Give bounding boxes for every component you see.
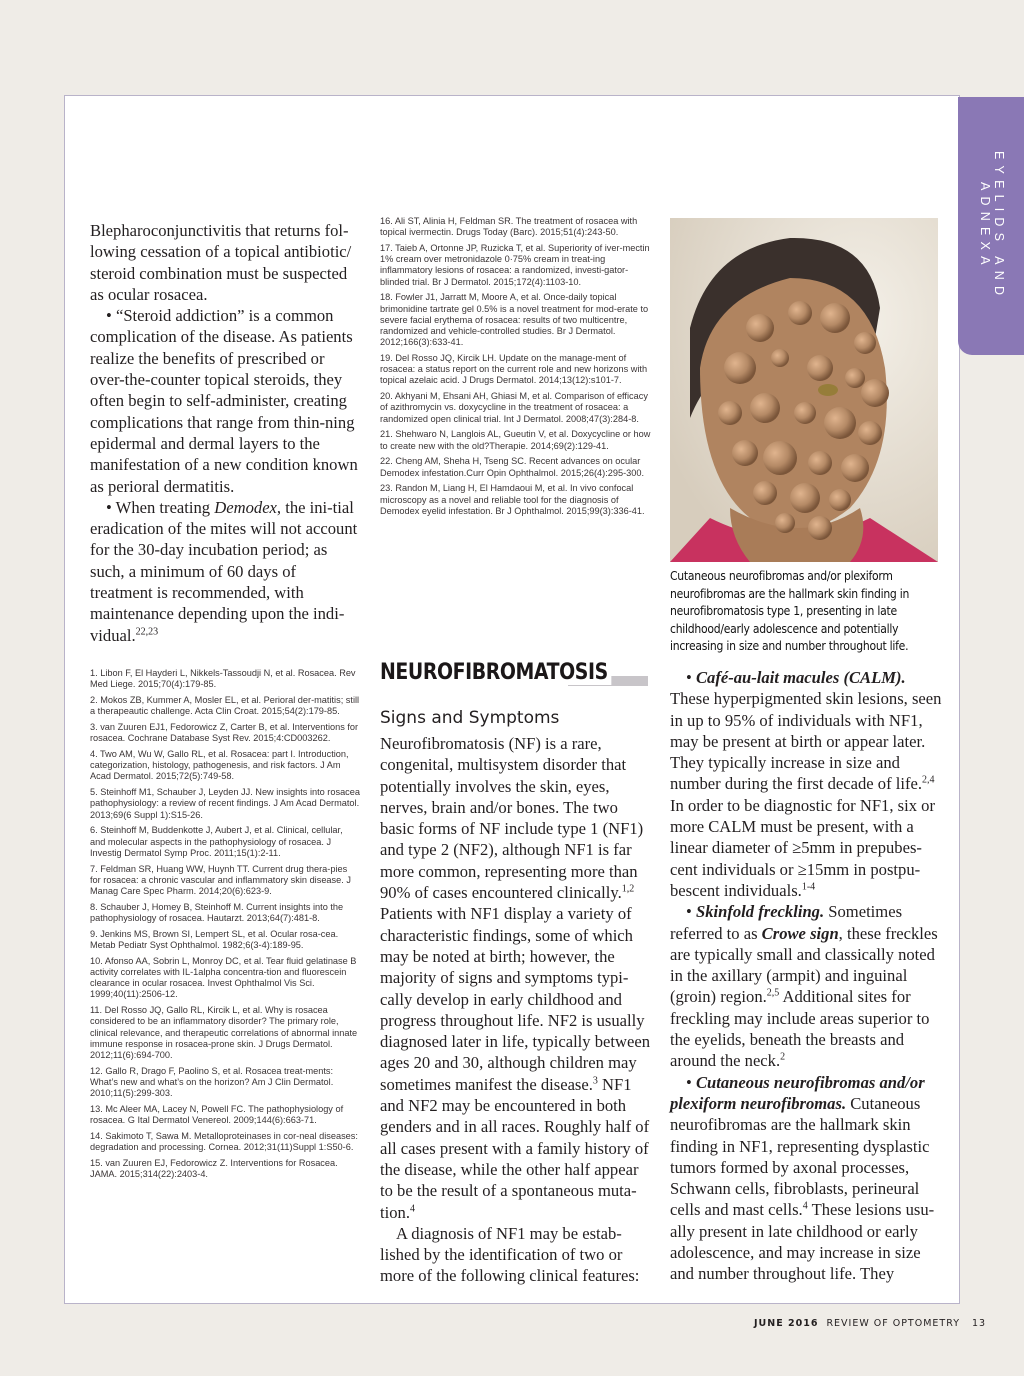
column-c-text [670,667,942,1285]
reference-item: 10. Afonso AA, Sobrin L, Monroy DC, et al. Tear fluid gelatinase B activity correlates with IL-1alpha concentra-tion and fluorescein clearance in ocular rosacea. Invest Ophthalmol Vis Sci. 1999;40(11):2506-12. [90,955,357,1000]
reference-item: 3. van Zuuren EJ1, Fedorowicz Z, Carter B, et al. Interventions for rosacea. Cochrane Database Syst Rev. 2015;4:CD003262. [90,722,359,744]
reference-item: 9. Jenkins MS, Brown SI, Lempert SL, et al. Ocular rosa-cea. Metab Pediatr Syst Ophthalmol. 1982;6(3-4):189-95. [90,928,339,951]
column-b-text [380,733,652,1287]
column-a-text [90,220,362,646]
reference-item: 17. Taieb A, Ortonne JP, Ruzicka T, et al. Superiority of iver-mectin 1% cream over metronidazole 0·75% cream in treat-ing inflammatory lesions of rosacea: a randomized, investi-gator-blinded trial. Br J Dermatol. 2015;172(4):1103-10. [380,243,650,287]
reference-item: 21. Shehwaro N, Langlois AL, Gueutin V, et al. Doxycycline or how to create new with the old?Therapie. 2014;69(2):129-41. [380,429,651,451]
bullet-freckling: • Skinfold freckling. Sometimes referred to as Crowe sign, these freckles are typically small and classically noted in the axillary (armpit) and inguinal (groin) region.$^{2,5}$ Additional sites for freckling may include areas superior to the eyelids, beneath the breasts and around the neck.$^2$ [670,902,938,1071]
reference-item: 2. Mokos ZB, Kummer A, Mosler EL, et al. Perioral der-matitis; still a therapeautic challenge. Acta Clin Croat. 2015;54(2):179-85. [90,695,360,717]
page-number: 13 [972,1318,987,1329]
paragraph: Neurofibromatosis (NF) is a rare, congenital, multisystem disorder that potentially involves the skin, eyes, nerves, brain and/or bones. The two basic forms of NF include type 1 (NF1) and type 2 (NF2), although NF1 is far more common, representing more than 90% of cases encountered clinically.$^{1,2}$ Patients with NF1 display a variety of characteristic findings, some of which may be noted at birth; however, the majority of signs and symptoms typi-cally develop in early childhood and progress throughout life. NF2 is usually diagnosed later in life, typically between ages 20 and 30, although children may sometimes manifest the disease.$^3$ NF1 and NF2 may be encountered in both genders and in all races. Roughly half of all cases present with a family history of the disease, while the other half appear to be the result of a spontaneous muta-tion.$^4$ [380,734,651,1222]
reference-item: 1. Libon F, El Hayderi L, Nikkels-Tassoudji N, et al. Rosacea. Rev Med Liege. 2015;70(4):179-85. [90,668,356,690]
clinical-photo-illustration [670,218,938,562]
issue-date: JUNE 2016 [754,1318,819,1329]
page-footer [754,1318,987,1334]
figure-caption: Cutaneous neurofibromas and/or plexiform neurofibromas are the hallmark skin finding in neurofibromatosis type 1, presenting in late childhood/early adolescence and potentially increasing in size and number throughout life. [670,568,910,654]
reference-item: 13. Mc Aleer MA, Lacey N, Powell FC. The pathophysiology of rosacea. G Ital Dermatol Venereol. 2009;144(6):663-71. [90,1104,344,1126]
section-title: NEUROFIBROMATOSIS [380,660,611,685]
journal-name: REVIEW OF OPTOMETRY [826,1318,961,1329]
reference-item: 15. van Zuuren EJ, Fedorowicz Z. Interventions for Rosacea. JAMA. 2015;314(22):2403-4. [90,1158,338,1180]
bullet-calm: • Café-au-lait macules (CALM). These hyperpigmented skin lesions, seen in up to 95% of individuals with NF1, may be present at birth or appear later. They typically increase in size and number during the first decade of life.$^{2,4}$ In order to be diagnostic for NF1, six or more CALM must be present, with a linear diameter of ≥5mm in prepubes-cent individuals or ≥15mm in postpu-bescent individuals.$^{1-4}$ [670,668,942,900]
reference-item: 7. Feldman SR, Huang WW, Huynh TT. Current drug thera-pies for rosacea: a chronic vascular and inflammatory skin disease. J Manag Care Spec Pharm. 2014;20(6):623-9. [90,863,351,897]
subheading: Signs and Symptoms [380,708,560,728]
reference-list-b [380,216,652,522]
section-tab-label: EYELIDS AND ADNEXA [978,150,1006,302]
bullet-neurofibromas: • Cutaneous neurofibromas and/or plexiform neurofibromas. Cutaneous neurofibromas are the hallmark skin finding in NF1, representing dysplastic tumors formed by axonal processes, Schwann cells, fibroblasts, perineural cells and mast cells.$^4$ These lesions usu-ally present in late childhood or early adolescence, and may increase in size and number throughout life. They [670,1072,935,1284]
reference-item: 14. Sakimoto T, Sawa M. Metalloproteinases in cor-neal diseases: degradation and processing. Cornea. 2012;31(11)Suppl 1:S50-6. [90,1131,358,1153]
paragraph: A diagnosis of NF1 may be estab-lished by the identification of two or more of the following clinical features: [380,1223,640,1286]
reference-item: 18. Fowler J1, Jarratt M, Moore A, et al. Once-daily topical brimonidine tartrate gel 0.5% is a novel treatment for mod-erate to severe facial erythema of rosacea: results of two multicentre, randomized and vehicle-controlled studies. Br J Dermatol. 2012;166(3):633-41. [380,292,649,348]
reference-item: 22. Cheng AM, Sheha H, Tseng SC. Recent advances on ocular Demodex infestation.Curr Opin Ophthalmol. 2015;26(4):295-300. [380,456,645,478]
paragraph: Blepharoconjunctivitis that returns fol-lowing cessation of a topical antibiotic/ steroid combination must be suspected as ocular rosacea. [90,221,352,304]
reference-list-a [90,668,360,1185]
clinical-photo [670,218,938,562]
reference-item: 20. Akhyani M, Ehsani AH, Ghiasi M, et al. Comparison of efficacy of azithromycin vs. doxycycline in the treatment of rosacea: a randomized open clinical trial. Int J Dermatol. 2008;47(3):284-8. [380,391,648,424]
reference-item: 11. Del Rosso JQ, Gallo RL, Kircik L, et al. Why is rosacea considered to be an inflammatory disorder? The primary role, clinical relevance, and therapeutic correlations of abnormal innate immune response in rosacea-prone skin. J Drugs Dermatol. 2012;11(6):694-700. [90,1005,358,1061]
reference-item: 12. Gallo R, Drago F, Paolino S, et al. Rosacea treat-ments: What’s new and what’s on the horizon? Am J Clin Dermatol. 2010;11(5):299-303. [90,1065,334,1099]
reference-item: 4. Two AM, Wu W, Gallo RL, et al. Rosacea: part I. Introduction, categorization, histology, pathogenesis, and risk factors. J Am Acad Dermatol. 2015;72(5):749-58. [90,749,349,782]
reference-item: 19. Del Rosso JQ, Kircik LH. Update on the manage-ment of rosacea: a status report on the current role and new horizons with topical azelaic acid. J Drugs Dermatol. 2014;13(12):s101-7. [380,353,648,386]
section-heading [380,660,648,688]
reference-item: 5. Steinhoff M1, Schauber J, Leyden JJ. New insights into rosacea pathophysiology: a review of recent findings. J Am Acad Dermatol. 2013;69(6 Suppl 1):S15-26. [90,787,360,820]
reference-item: 6. Steinhoff M, Buddenkotte J, Aubert J, et al. Clinical, cellular, and molecular aspects in the pathophysiology of rosacea. J Investig Dermatol Symp Proc. 2011;15(1):2-11. [90,825,343,858]
reference-item: 23. Randon M, Liang H, El Hamdaoui M, et al. In vivo confocal microscopy as a novel and reliable tool for the diagnosis of Demodex eyelid infestation. Br J Ophthalmol. 2015;99(3):336-41. [380,483,645,516]
paragraph: • “Steroid addiction” is a common complication of the disease. As patients realize the benefits of prescribed or over-the-counter topical steroids, they often begin to self-administer, creating complications that range from thin-ning epidermal and dermal layers to the manifestation of a new condition known as perioral dermatitis. [90,306,358,496]
reference-item: 16. Ali ST, Alinia H, Feldman SR. The treatment of rosacea with topical ivermectin. Drugs Today (Barc). 2015;51(4):243-50. [380,216,638,238]
paragraph: • When treating Demodex, the ini-tial eradication of the mites will not account for the 30-day incubation period; as such, a minimum of 60 days of treatment is recommended, with maintenance depending upon the indi-vidual.$^{22,23}$ [90,497,358,645]
reference-item: 8. Schauber J, Homey B, Steinhoff M. Current insights into the pathophysiology of rosacea. Hautarzt. 2013;64(7):481-8. [90,901,344,924]
section-tab [958,97,1024,355]
